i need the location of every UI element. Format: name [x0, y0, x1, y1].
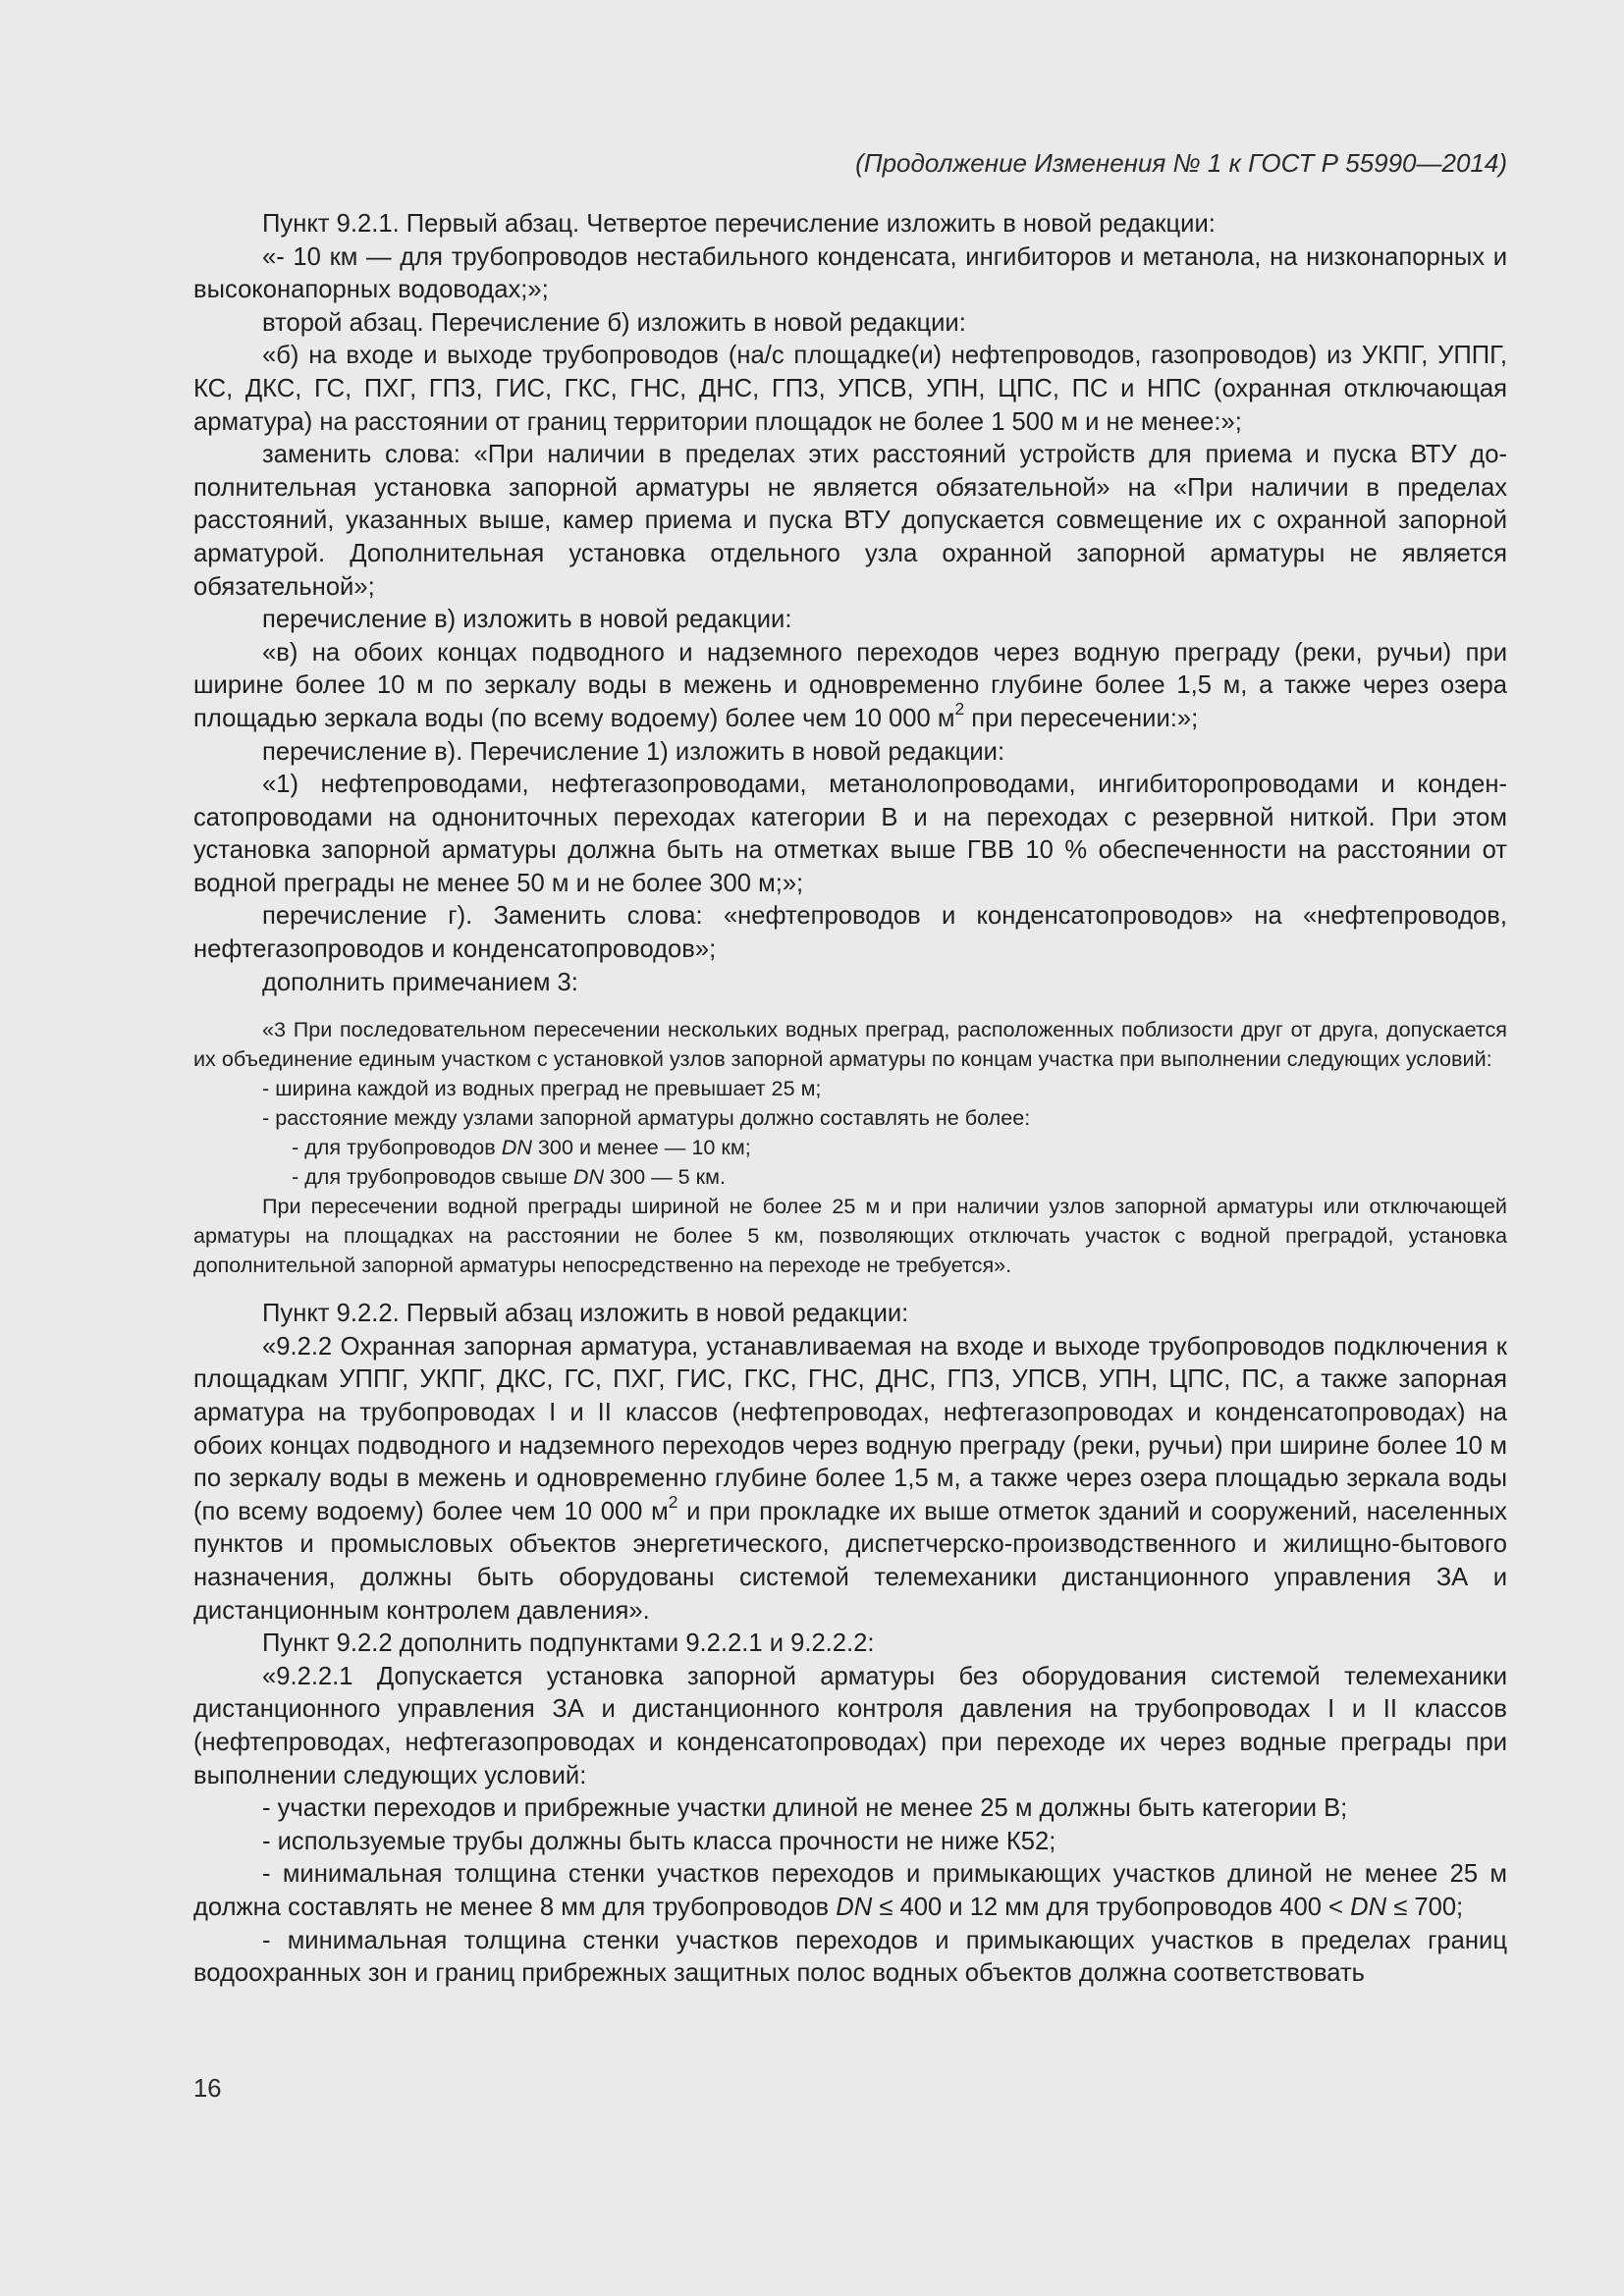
paragraph: «б) на входе и выходе трубопроводов (на/с площадке(и) нефтепроводов, газопроводов) из УКПГ, УППГ, КС, ДКС, ГС, ПХГ, ГПЗ, ГИС, ГКС, ГНС, ДНС, ГПЗ, УПСВ, УПН, ЦПС, ПС и НПС (охранная отключающая арматура) на расстоянии от границ территории площадок не более 1 500 м и не менее:»;: [193, 342, 1507, 436]
text-run: - минимальная толщина стенки участков переходов и примыкающих участков длиной не менее 25 м должна составлять не менее 8 мм для трубопроводов: [193, 1860, 1507, 1921]
list-item: - используемые трубы должны быть класса прочности не ниже К52;: [262, 1827, 1056, 1855]
italic-term: DN: [836, 1893, 873, 1921]
paragraph: Пункт 9.2.2 дополнить подпунктами 9.2.2.1 и 9.2.2.2:: [262, 1629, 875, 1658]
list-item: - минимальная толщина стенки участков переходов и примыкающих участков в пределах границ водоохранных зон и границ прибрежных защитных полос водных объектов должна соответствовать: [193, 1926, 1507, 1988]
paragraph: Пункт 9.2.2. Первый абзац изложить в новой редакции:: [262, 1300, 909, 1328]
paragraph: [193, 1331, 1507, 1628]
text-run: ≤ 400 и 12 мм для трубопроводов 400 <: [872, 1893, 1351, 1921]
list-item: - участки переходов и прибрежные участки длиной не менее 25 м должны быть категории В;: [262, 1794, 1348, 1823]
note-sublist-item: [193, 1133, 1507, 1162]
paragraph: «- 10 км — для трубопроводов нестабильного конденсата, ингибиторов и метанола, на низконапорных и высоконапорных водоводах;»;: [193, 242, 1507, 304]
italic-term: DN: [501, 1135, 532, 1160]
text-run: «9.2.2 Охранная запорная арматура, устанавливаемая на входе и выходе трубопроводов подключения к площадкам УППГ, УКПГ, ДКС, ГС, ПХГ, ГИС, ГКС, ГНС, ДНС, ГПЗ, УПСВ, УПН, ЦПС, ПС, а также запорная арматура на трубопроводах I и II классов (нефтепроводах, нефтегазопроводах и конденсатопроводах) на обоих концах подводного и надземного переходов через водную преграду (реки, ручьи) при ширине более 10 м по зеркалу воды в межень и одновременно глубине более 1,5 м, а также через озера площадью зеркала воды (по всему водоему) более чем 10 000 м: [193, 1332, 1507, 1525]
note-sublist-item: [193, 1162, 1507, 1192]
list-item: [193, 1858, 1507, 1924]
document-body: [193, 208, 1507, 1991]
section-9-2-1: [193, 208, 1507, 999]
text-run: - для трубопроводов свыше: [292, 1164, 573, 1190]
text-run: ≤ 700;: [1386, 1893, 1464, 1921]
note-3: [193, 1015, 1507, 1280]
text-run: 300 и менее — 10 км;: [531, 1135, 751, 1160]
text-run: 300 — 5 км.: [604, 1164, 726, 1190]
note-paragraph: «3 При последовательном пересечении нескольких водных преград, расположенных поблизости друг от друга, допускается их объединение единым участком с установкой узлов запорной арматуры по концам участка при выполнении следующих условий:: [193, 1017, 1507, 1072]
running-header: (Продолжение Изменения № 1 к ГОСТ Р 55990—2014): [855, 148, 1507, 178]
note-list-item: - расстояние между узлами запорной арматуры должно составлять не более:: [262, 1105, 1031, 1131]
superscript: 2: [668, 1491, 678, 1512]
paragraph: перечисление в). Перечисление 1) изложить в новой редакции:: [262, 737, 1005, 766]
paragraph: «1) нефтепроводами, нефтегазопроводами, метанолопроводами, ингибиторопроводами и конденсатопроводами на однониточных переходах категории В и на переходах с резервной ниткой. При этом установка запорной арматуры должна быть на отметках выше ГВВ 10 % обеспеченности на расстоянии от водной преграды не менее 50 м и не более 300 м;»;: [193, 771, 1507, 897]
paragraph: перечисление г). Заменить слова: «нефтепроводов и конденсатопроводов» на «нефтепроводов, нефтегазопроводов и конденсатопроводов»;: [193, 902, 1507, 964]
text-run: «в) на обоих концах подводного и надземного переходов через водную преграду (реки, ручьи) при ширине более 10 м по зеркалу воды в межень и одновременно глубине более 1,5 м, а также через озера площадью зеркала воды (по всему водоему) более чем 10 000 м: [193, 638, 1507, 732]
paragraph: заменить слова: «При наличии в пределах этих расстояний устройств для приема и пуска ВТУ дополнительная установка запорной арматуры не является обязательной» на «При наличии в пределах расстояний, указанных выше, камер приема и пуска ВТУ допускается совмещение их с охранной запорной арматурой. Дополнительная установка отдельного узла охранной запорной арматуры не является обязательной»;: [193, 441, 1507, 601]
paragraph: второй абзац. Перечисление б) изложить в новой редакции:: [262, 308, 966, 337]
page-number: 16: [193, 2075, 222, 2103]
section-9-2-2: [193, 1298, 1507, 1990]
text-run: - для трубопроводов: [292, 1135, 502, 1160]
note-list-item: - ширина каждой из водных преград не превышает 25 м;: [262, 1076, 822, 1101]
text-run: при пересечении:»;: [964, 704, 1199, 732]
paragraph: [193, 637, 1507, 736]
text-run: и при прокладке их выше отметок зданий и сооружений, населенных пунктов и промысловых объектов энергетического, диспетчерско-производственного и жилищно-бытового назначения, должны быть оборудованы системой телемеханики дистанционного управления ЗА и дистанционным контролем давления».: [193, 1497, 1507, 1625]
paragraph: Пункт 9.2.1. Первый абзац. Четвертое перечисление изложить в новой редакции:: [262, 210, 1216, 238]
paragraph: дополнить примечанием 3:: [262, 968, 578, 996]
paragraph: «9.2.2.1 Допускается установка запорной арматуры без оборудования системой телемеханики дистанционного управления ЗА и дистанционного контроля давления на трубопроводах I и II классов (нефтепроводах, нефтегазопроводах и конденсатопроводах) при переходе их через водные преграды при выполнении следующих условий:: [193, 1662, 1507, 1789]
italic-term: DN: [572, 1164, 605, 1190]
superscript: 2: [954, 698, 965, 719]
note-paragraph: При пересечении водной преграды шириной не более 25 м и при наличии узлов запорной арматуры или отключающей арматуры на площадках на расстоянии не более 5 км, позволяющих отключать участок с водной преградой, установка дополнительной запорной арматуры непосредственно на переходе не требуется».: [193, 1194, 1507, 1278]
paragraph: перечисление в) изложить в новой редакции:: [262, 606, 792, 634]
italic-term: DN: [1350, 1893, 1387, 1921]
